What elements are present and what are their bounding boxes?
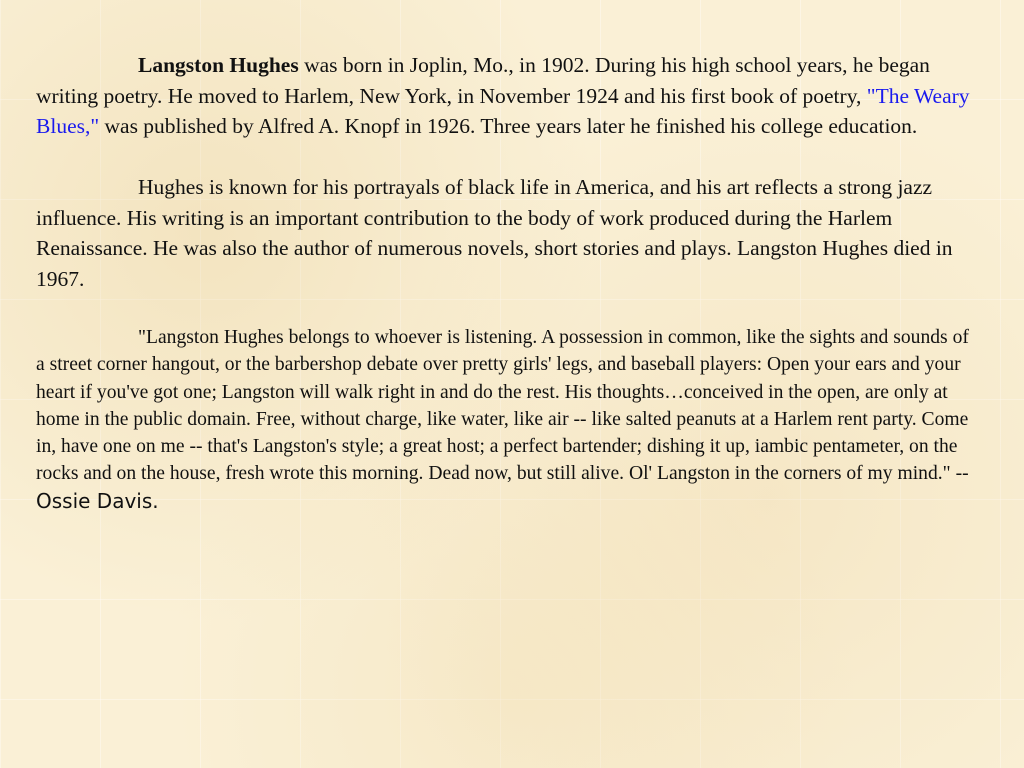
bio-paragraph-1 — [36, 50, 982, 142]
quote-attribution: Ossie Davis. — [36, 488, 159, 513]
bio-paragraph-1-text-b: was published by Alfred A. Knopf in 1926. Three years later he finished his college education. — [99, 114, 918, 138]
quote-text: "Langston Hughes belongs to whoever is listening. A possession in common, like the sights and sounds of a street corner hangout, or the barbershop debate over pretty girls' legs, and baseball players: Open your ears and your heart if you've got one; Langston will walk right in and do the rest. His thoughts…conceived in the open, are only at home in the public domain. Free, without charge, like water, like air -- like salted peanuts at a Harlem rent party. Come in, have one on me -- that's Langston's style; a great host; a perfect bartender; dishing it up, iambic pentameter, on the rocks and on the house, fresh wrote this morning. Dead now, but still alive. Ol' Langston in the corners of my mind." -- — [36, 327, 969, 485]
book-title-weary-blues: "The Weary Blues," — [36, 83, 970, 138]
bio-paragraph-2: Hughes is known for his portrayals of black life in America, and his art reflects a strong jazz influence. His writing is an important contribution to the body of work produced during the Harlem Renaissance. He was also the author of numerous novels, short stories and plays. Langston Hughes died in 1967. — [36, 175, 953, 291]
bio-paragraph-1-text-a: was born in Joplin, Mo., in 1902. During his high school years, he began writing poetry. He moved to Harlem, New York, in November 1924 and his first book of poetry, — [36, 53, 930, 108]
slide-content — [36, 50, 982, 516]
author-name: Langston Hughes — [138, 53, 299, 77]
quote-paragraph — [36, 324, 982, 516]
